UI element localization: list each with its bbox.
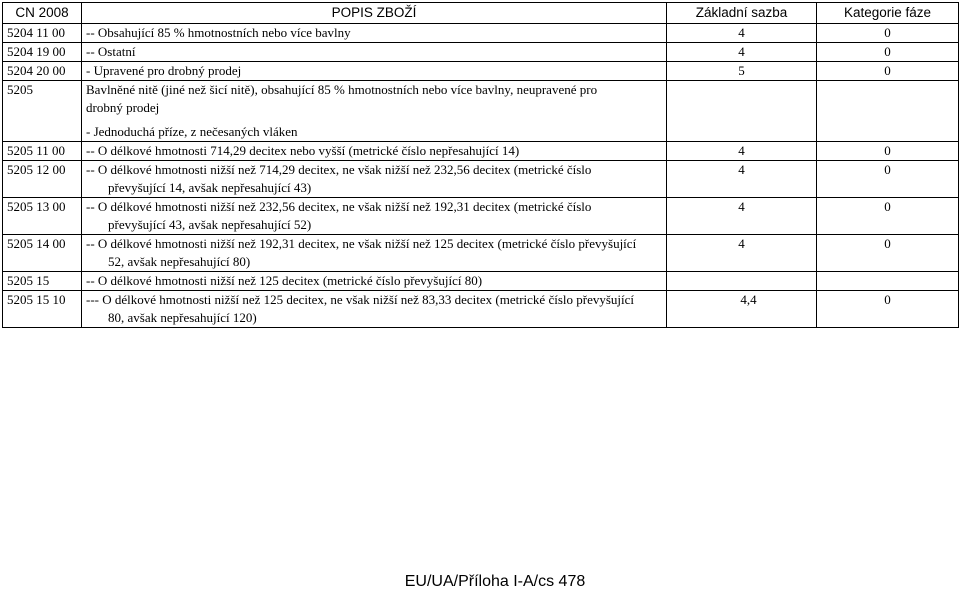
row-category bbox=[817, 81, 959, 142]
row-description: -- O délkové hmotnosti 714,29 decitex nebo vyšší (metrické číslo nepřesahující 14) bbox=[82, 142, 667, 161]
row-description-main: Bavlněné nitě (jiné než šicí nitě), obsahující 85 % hmotnostních nebo více bavlny, neupravené pro drobný prodej bbox=[86, 82, 598, 115]
row-description-main: -- O délkové hmotnosti nižší než 192,31 decitex, ne však nižší než 125 decitex (metrické číslo převyšující bbox=[86, 236, 637, 251]
header-category: Kategorie fáze bbox=[817, 3, 959, 24]
table-row bbox=[3, 235, 959, 272]
row-description-main: --- O délkové hmotnosti nižší než 125 decitex, ne však nižší než 83,33 decitex (metrické číslo převyšující bbox=[86, 292, 635, 307]
page-footer: EU/UA/Příloha I-A/cs 478 bbox=[404, 573, 586, 590]
row-description-sub: 80, avšak nepřesahující 120) bbox=[108, 310, 257, 325]
row-description-sub: převyšující 14, avšak nepřesahující 43) bbox=[108, 180, 312, 195]
row-code: 5205 15 bbox=[3, 272, 82, 291]
row-category: 0 bbox=[817, 161, 959, 198]
row-rate: 4 bbox=[667, 142, 817, 161]
row-description: - Upravené pro drobný prodej bbox=[82, 62, 667, 81]
row-rate bbox=[667, 81, 817, 142]
table-row bbox=[3, 81, 959, 142]
table-row bbox=[3, 43, 959, 62]
row-description bbox=[82, 81, 667, 142]
row-code: 5204 11 00 bbox=[3, 24, 82, 43]
row-rate: 4 bbox=[667, 235, 817, 272]
row-rate: 4 bbox=[667, 43, 817, 62]
row-description bbox=[82, 235, 667, 272]
row-description-main: -- O délkové hmotnosti nižší než 232,56 decitex, ne však nižší než 192,31 decitex (metrické číslo bbox=[86, 199, 592, 214]
table-row bbox=[3, 24, 959, 43]
row-code: 5205 14 00 bbox=[3, 235, 82, 272]
row-rate: 4 bbox=[667, 161, 817, 198]
row-description: -- O délkové hmotnosti nižší než 125 decitex (metrické číslo převyšující 80) bbox=[82, 272, 667, 291]
table-row bbox=[3, 62, 959, 81]
row-code: 5205 11 00 bbox=[3, 142, 82, 161]
row-code: 5205 bbox=[3, 81, 82, 142]
row-description-sub: - Jednoduchá příze, z nečesaných vláken bbox=[86, 124, 298, 139]
row-category: 0 bbox=[817, 43, 959, 62]
row-description: -- Obsahující 85 % hmotnostních nebo více bavlny bbox=[82, 24, 667, 43]
row-rate: 5 bbox=[667, 62, 817, 81]
row-description bbox=[82, 291, 667, 328]
row-category: 0 bbox=[817, 198, 959, 235]
table-row bbox=[3, 161, 959, 198]
row-description-sub: 52, avšak nepřesahující 80) bbox=[108, 254, 251, 269]
row-rate: 4,4 bbox=[667, 291, 817, 328]
row-category: 0 bbox=[817, 62, 959, 81]
row-description bbox=[82, 161, 667, 198]
row-description-sub: převyšující 43, avšak nepřesahující 52) bbox=[108, 217, 312, 232]
row-code: 5204 20 00 bbox=[3, 62, 82, 81]
tariff-table bbox=[2, 2, 959, 328]
row-category: 0 bbox=[817, 235, 959, 272]
row-description-main: -- O délkové hmotnosti nižší než 714,29 decitex, ne však nižší než 232,56 decitex (metrické číslo bbox=[86, 162, 592, 177]
row-code: 5204 19 00 bbox=[3, 43, 82, 62]
row-code: 5205 12 00 bbox=[3, 161, 82, 198]
row-rate: 4 bbox=[667, 24, 817, 43]
row-category bbox=[817, 272, 959, 291]
row-category: 0 bbox=[817, 24, 959, 43]
table-row bbox=[3, 272, 959, 291]
row-code: 5205 15 10 bbox=[3, 291, 82, 328]
row-category: 0 bbox=[817, 142, 959, 161]
table-row bbox=[3, 198, 959, 235]
table-header-row bbox=[3, 3, 959, 24]
row-code: 5205 13 00 bbox=[3, 198, 82, 235]
table-row bbox=[3, 142, 959, 161]
header-code: CN 2008 bbox=[3, 3, 82, 24]
row-category: 0 bbox=[817, 291, 959, 328]
header-rate: Základní sazba bbox=[667, 3, 817, 24]
header-description: POPIS ZBOŽÍ bbox=[82, 3, 667, 24]
row-rate: 4 bbox=[667, 198, 817, 235]
row-description: -- Ostatní bbox=[82, 43, 667, 62]
table-row bbox=[3, 291, 959, 328]
row-rate bbox=[667, 272, 817, 291]
row-description bbox=[82, 198, 667, 235]
